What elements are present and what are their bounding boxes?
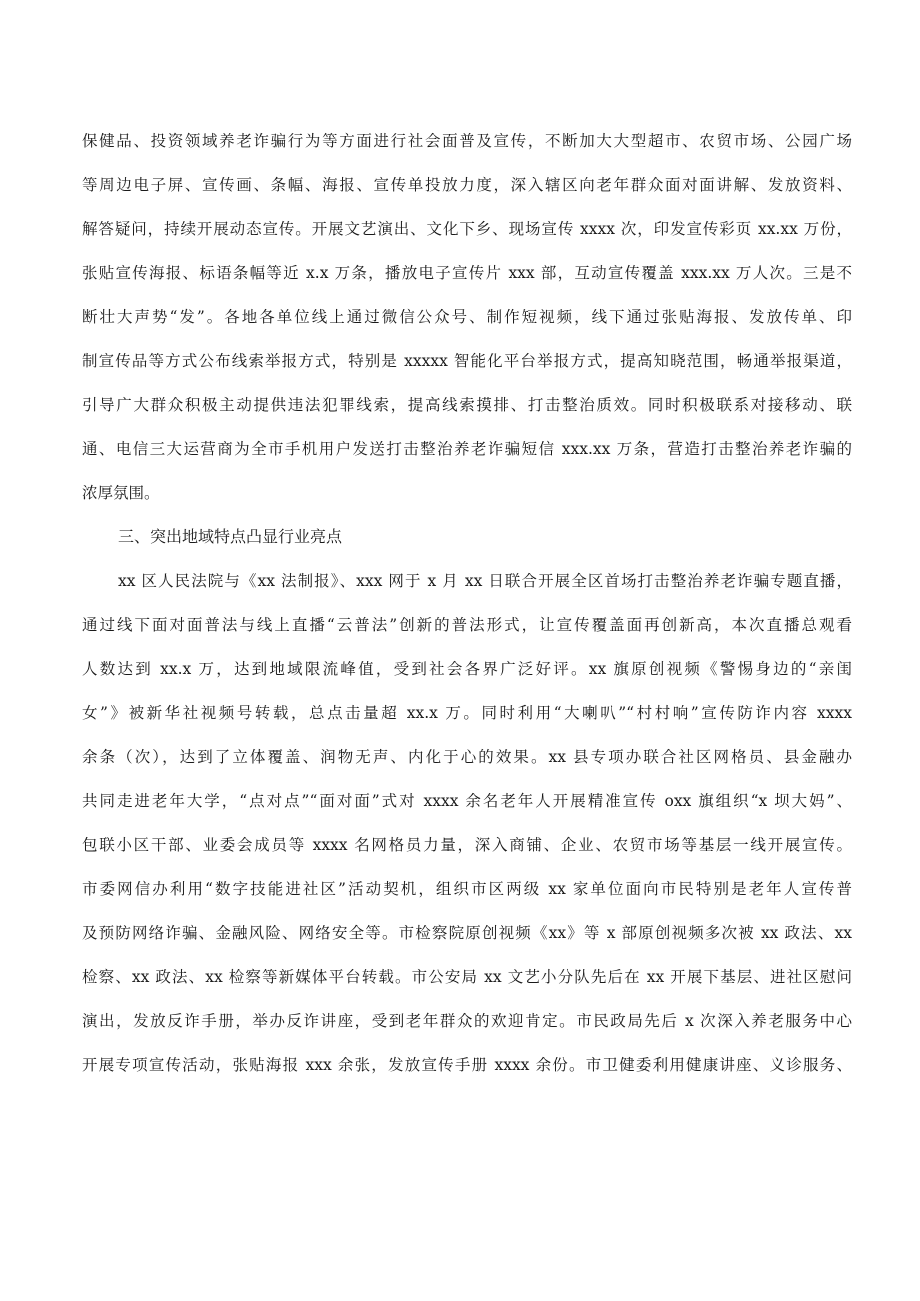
section-heading: 三、突出地域特点凸显行业亮点 [118, 527, 343, 546]
paragraph-2 [82, 559, 852, 1087]
text-line: 市委网信办利用“数字技能进社区”活动契机，组织市区两级 xx 家单位面向市民特别是老年人宣传普 [82, 880, 852, 898]
text-line: 引导广大群众积极主动提供违法犯罪线索，提高线索摸排、打击整治质效。同时积极联系对接移动、联 [82, 396, 852, 414]
text-line: 检察、xx 政法、xx 检察等新媒体平台转载。市公安局 xx 文艺小分队先后在 xx 开展下基层、进社区慰问 [82, 968, 852, 986]
text-line: 保健品、投资领域养老诈骗行为等方面进行社会面普及宣传，不断加大大型超市、农贸市场、公园广场 [82, 132, 852, 150]
text-line: 开展专项宣传活动，张贴海报 xxx 余张，发放宣传手册 xxxx 余份。市卫健委利用健康讲座、义诊服务、 [82, 1056, 852, 1074]
text-line: 等周边电子屏、宣传画、条幅、海报、宣传单投放力度，深入辖区向老年群众面对面讲解、发放资料、 [82, 176, 852, 194]
text-line: 断壮大声势“发”。各地各单位线上通过微信公众号、制作短视频，线下通过张贴海报、发放传单、印 [82, 308, 852, 326]
text-line: 余条（次），达到了立体覆盖、润物无声、内化于心的效果。xx 县专项办联合社区网格员、县金融办 [82, 748, 852, 766]
document-page [82, 119, 852, 1087]
text-line: 共同走进老年大学，“点对点”“面对面”式对 xxxx 余名老年人开展精准宣传 oxx 旗组织“x 坝大妈”、 [82, 792, 852, 810]
text-line: 通、电信三大运营商为全市手机用户发送打击整治养老诈骗短信 xxx.xx 万条，营造打击整治养老诈骗的 [82, 440, 852, 458]
text-line: 女”》被新华社视频号转载，总点击量超 xx.x 万。同时利用“大喇叭”“村村响”宣传防诈内容 xxxx [82, 704, 852, 722]
text-line: 及预防网络诈骗、金融风险、网络安全等。市检察院原创视频《xx》等 x 部原创视频多次被 xx 政法、xx [82, 924, 852, 942]
text-line: 人数达到 xx.x 万，达到地域限流峰值，受到社会各界广泛好评。xx 旗原创视频《警惕身边的“亲闺 [82, 660, 852, 678]
text-line: 浓厚氛围。 [82, 484, 160, 502]
text-line: xx 区人民法院与《xx 法制报》、xxx 网于 x 月 xx 日联合开展全区首场打击整治养老诈骗专题直播， [118, 572, 852, 590]
text-line: 制宣传品等方式公布线索举报方式，特别是 xxxxx 智能化平台举报方式，提高知晓范围，畅通举报渠道， [82, 352, 852, 370]
text-line: 通过线下面对面普法与线上直播“云普法”创新的普法形式，让宣传覆盖面再创新高，本次直播总观看 [82, 616, 852, 634]
paragraph-1 [82, 119, 852, 515]
text-line: 演出，发放反诈手册，举办反诈讲座，受到老年群众的欢迎肯定。市民政局先后 x 次深入养老服务中心 [82, 1012, 852, 1030]
text-line: 张贴宣传海报、标语条幅等近 x.x 万条，播放电子宣传片 xxx 部，互动宣传覆盖 xxx.xx 万人次。三是不 [82, 264, 852, 282]
text-line: 解答疑问，持续开展动态宣传。开展文艺演出、文化下乡、现场宣传 xxxx 次，印发宣传彩页 xx.xx 万份， [82, 220, 852, 238]
text-line: 包联小区干部、业委会成员等 xxxx 名网格员力量，深入商铺、企业、农贸市场等基层一线开展宣传。 [82, 836, 852, 854]
